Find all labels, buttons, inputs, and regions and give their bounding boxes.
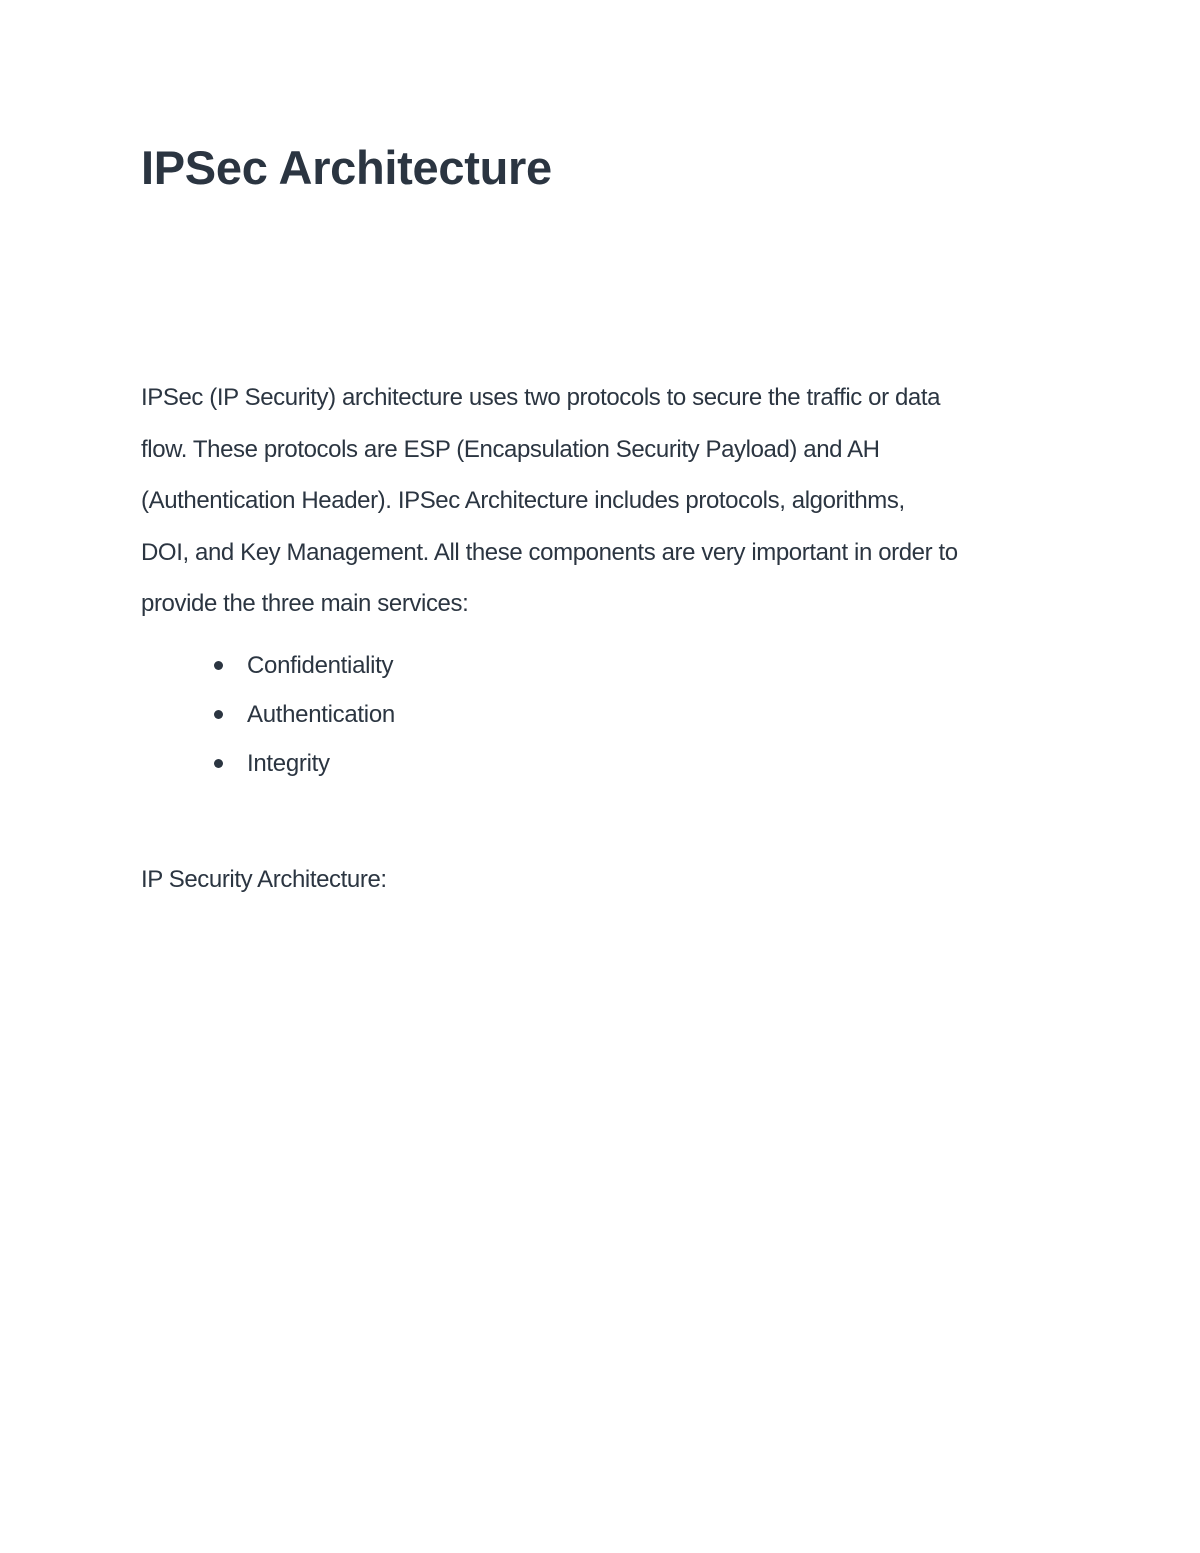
list-item-label: Integrity (247, 750, 330, 777)
intro-line: IPSec (IP Security) architecture uses two protocols to secure the traffic or data (141, 384, 941, 411)
list-item-confidentiality (141, 644, 395, 693)
page-title: IPSec Architecture (141, 141, 552, 194)
intro-line: (Authentication Header). IPSec Architecture includes protocols, algorithms, (141, 487, 905, 514)
list-item-integrity (141, 742, 395, 791)
list-item-label: Authentication (247, 701, 395, 728)
bullet-icon (214, 710, 223, 719)
services-list (141, 644, 395, 791)
intro-line: flow. These protocols are ESP (Encapsulation Security Payload) and AH (141, 435, 880, 463)
intro-line: provide the three main services: (141, 590, 469, 617)
section-heading: IP Security Architecture: (141, 866, 387, 893)
intro-paragraph (141, 372, 1081, 630)
bullet-icon (214, 661, 223, 670)
list-item-authentication (141, 693, 395, 742)
bullet-icon (214, 759, 223, 768)
intro-line: DOI, and Key Management. All these components are very important in order to (141, 538, 958, 566)
list-item-label: Confidentiality (247, 652, 394, 679)
